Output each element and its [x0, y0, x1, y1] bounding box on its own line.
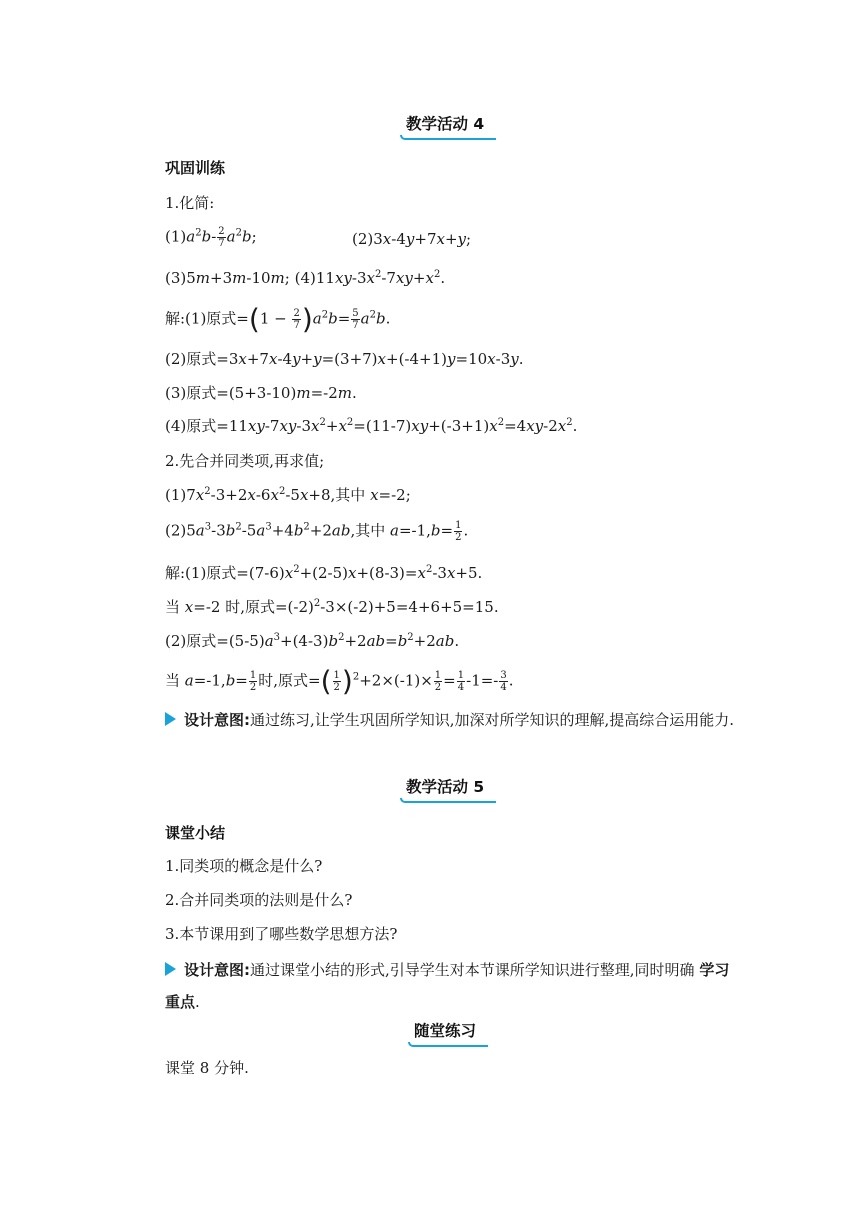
q1-item3-4: (3)5m+3m-10m; $(4)11xy-3x^2-7xy+x^2$. — [165, 269, 446, 287]
heading-underline — [400, 798, 496, 803]
activity5-heading — [400, 777, 490, 800]
fraction: $\frac{2}{7}$ — [218, 226, 225, 249]
q2-item2: $(2)5a^3-3b^2-5a^3+4b^2+2ab$,其中 a=-1,b= $\frac{1}{2}$ . — [165, 520, 469, 543]
summary-q3: 3.本节课用到了哪些数学思想方法? — [165, 925, 398, 943]
design-intent-4: 设计意图:通过练习,让学生巩固所学知识,加深对所学知识的理解,提高综合运用能力. — [165, 704, 735, 736]
practice-heading-text: 随堂练习 — [414, 1022, 477, 1040]
activity5-subtitle: 课堂小结 — [165, 824, 226, 842]
solution2-1: 解:(1)原式$=(7-6)x^2+(2-5)x+(8-3)=x^2-3x+5$. — [165, 564, 483, 582]
summary-q1: 1.同类项的概念是什么? — [165, 857, 323, 875]
q1-item1: $(1)a^2b-$ $\frac{2}{7}$ $a^2b$; — [165, 226, 257, 249]
design-intent-5: 设计意图:通过课堂小结的形式,引导学生对本节课所学知识进行整理,同时明确 学习重点. — [165, 961, 730, 1011]
practice-text: 课堂 8 分钟. — [165, 1059, 249, 1077]
q2-title: 2.先合并同类项,再求值; — [165, 452, 325, 470]
solution2-2: 当 x=-2 时,原式$=(-2)^2-3\times(-2)+5=4+6+5=15$. — [165, 598, 499, 616]
q1-title: 1.化简: — [165, 194, 215, 212]
solution1-3: (3)原式=(5+3-10)m=-2m. — [165, 384, 357, 402]
activity4-heading-text: 教学活动 4 — [406, 115, 485, 133]
heading-underline — [400, 135, 496, 140]
solution2-4: 当 a=-1,b= $\frac{1}{2}$ 时,原式=( $\frac{1}{2}$ )$^2$+2×(-1)× $\frac{1}{2}$ = $\frac{1}{4}$ -1=- $\frac{3}{4}$ . — [165, 664, 514, 698]
solution1-4: (4)原式$=11xy-7xy-3x^2+x^2=(11-7)xy+(-3+1)x^2=4xy-2x^2$. — [165, 417, 578, 435]
activity5-heading-text: 教学活动 5 — [406, 778, 485, 796]
activity4-subtitle: 巩固训练 — [165, 159, 226, 177]
q1-item2: (2)3x-4y+7x+y; — [352, 230, 472, 248]
triangle-marker-icon — [165, 712, 176, 726]
solution1-2: (2)原式=3x+7x-4y+y=(3+7)x+(-4+1)y=10x-3y. — [165, 350, 524, 368]
activity4-heading — [400, 114, 490, 137]
practice-heading — [408, 1021, 482, 1044]
summary-q2: 2.合并同类项的法则是什么? — [165, 891, 353, 909]
solution1-1: 解:(1)原式=(1 − $\frac{2}{7}$ )$a^2b=$ $\frac{5}{7}$ $a^2b$. — [165, 302, 391, 336]
q2-item1: $(1)7x^2-3+2x-6x^2-5x+8$,其中 x=-2; — [165, 486, 411, 504]
triangle-marker-icon — [165, 962, 176, 976]
heading-underline — [408, 1042, 488, 1047]
solution2-3: (2)原式$=(5-5)a^3+(4-3)b^2+2ab=b^2+2ab$. — [165, 632, 460, 650]
